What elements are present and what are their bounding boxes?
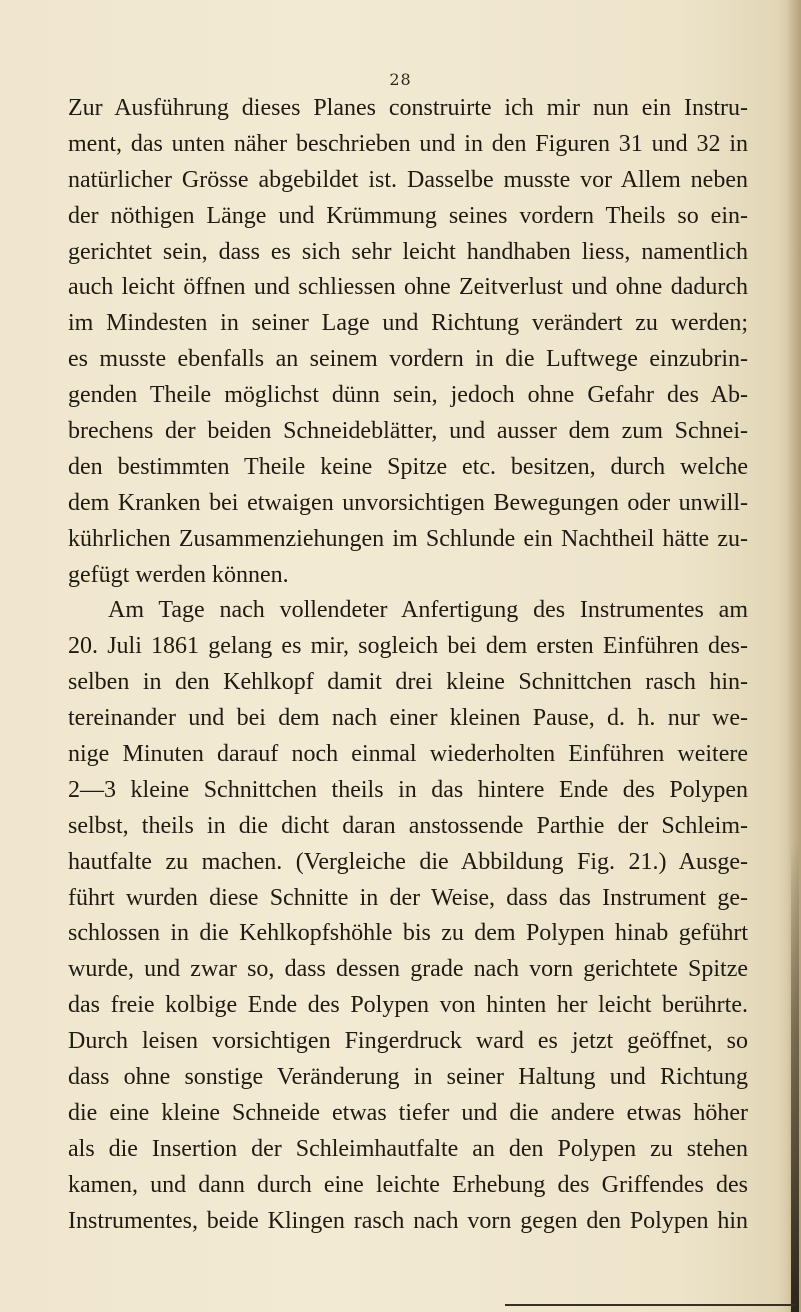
text-line: hautfalte zu machen. (Vergleiche die Abbildung Fig. 21.) Ausge- bbox=[68, 848, 748, 875]
paragraph-start-line: Am Tage nach vollendeter Anfertigung des Instrumentes am bbox=[108, 597, 748, 624]
text-line: dem Kranken bei etwaigen unvorsichtigen Bewegungen oder unwill- bbox=[68, 489, 748, 516]
text-line: selbst, theils in die dicht daran anstossende Parthie der Schleim- bbox=[68, 812, 748, 839]
page-number: 28 bbox=[389, 70, 412, 89]
text-line: wurde, und zwar so, dass dessen grade nach vorn gerichtete Spitze bbox=[68, 956, 748, 983]
paragraph-end-line: gefügt werden können. bbox=[68, 561, 289, 588]
text-line: natürlicher Grösse abgebildet ist. Dasselbe musste vor Allem neben bbox=[68, 166, 748, 193]
bottom-edge-line bbox=[505, 1304, 795, 1306]
text-line: im Mindesten in seiner Lage und Richtung verändert zu werden; bbox=[68, 310, 748, 337]
text-line: es musste ebenfalls an seinem vordern in die Luftwege einzubrin- bbox=[68, 346, 748, 373]
text-line: 20. Juli 1861 gelang es mir, sogleich bei dem ersten Einführen des- bbox=[68, 633, 748, 660]
text-line: ment, das unten näher beschrieben und in den Figuren 31 und 32 in bbox=[68, 130, 748, 157]
text-line: auch leicht öffnen und schliessen ohne Zeitverlust und ohne dadurch bbox=[68, 274, 748, 301]
text-line: tereinander und bei dem nach einer kleinen Pause, d. h. nur we- bbox=[68, 705, 748, 732]
text-line: brechens der beiden Schneideblätter, und ausser dem zum Schnei- bbox=[68, 418, 748, 445]
text-line: genden Theile möglichst dünn sein, jedoch ohne Gefahr des Ab- bbox=[68, 382, 748, 409]
text-line: führt wurden diese Schnitte in der Weise, dass das Instrument ge- bbox=[68, 884, 748, 911]
text-line: dass ohne sonstige Veränderung in seiner Haltung und Richtung bbox=[68, 1064, 748, 1091]
text-line: kamen, und dann durch eine leichte Erhebung des Griffendes des bbox=[68, 1171, 748, 1198]
text-line: selben in den Kehlkopf damit drei kleine Schnittchen rasch hin- bbox=[68, 669, 748, 696]
text-line: Zur Ausführung dieses Planes construirte ich mir nun ein Instru- bbox=[68, 95, 748, 121]
text-line: Instrumentes, beide Klingen rasch nach vorn gegen den Polypen hin bbox=[68, 1207, 748, 1234]
text-line: die eine kleine Schneide etwas tiefer und die andere etwas höher bbox=[68, 1099, 748, 1126]
binding-edge-mark bbox=[791, 842, 799, 1312]
text-line: nige Minuten darauf noch einmal wiederholten Einführen weitere bbox=[68, 741, 748, 768]
body-text bbox=[68, 91, 748, 1240]
text-line: der nöthigen Länge und Krümmung seines vordern Theils so ein- bbox=[68, 202, 748, 229]
text-line: gerichtet sein, dass es sich sehr leicht handhaben liess, namentlich bbox=[68, 238, 748, 265]
text-line: das freie kolbige Ende des Polypen von hinten her leicht berührte. bbox=[68, 992, 748, 1019]
text-line: schlossen in die Kehlkopfshöhle bis zu dem Polypen hinab geführt bbox=[68, 920, 748, 947]
text-line: 2—3 kleine Schnittchen theils in das hintere Ende des Polypen bbox=[68, 776, 748, 803]
text-line: kührlichen Zusammenziehungen im Schlunde ein Nachtheil hätte zu- bbox=[68, 525, 748, 552]
text-line: den bestimmten Theile keine Spitze etc. besitzen, durch welche bbox=[68, 453, 748, 480]
text-line: Durch leisen vorsichtigen Fingerdruck ward es jetzt geöffnet, so bbox=[68, 1028, 748, 1055]
text-line: als die Insertion der Schleimhautfalte an den Polypen zu stehen bbox=[68, 1135, 748, 1162]
